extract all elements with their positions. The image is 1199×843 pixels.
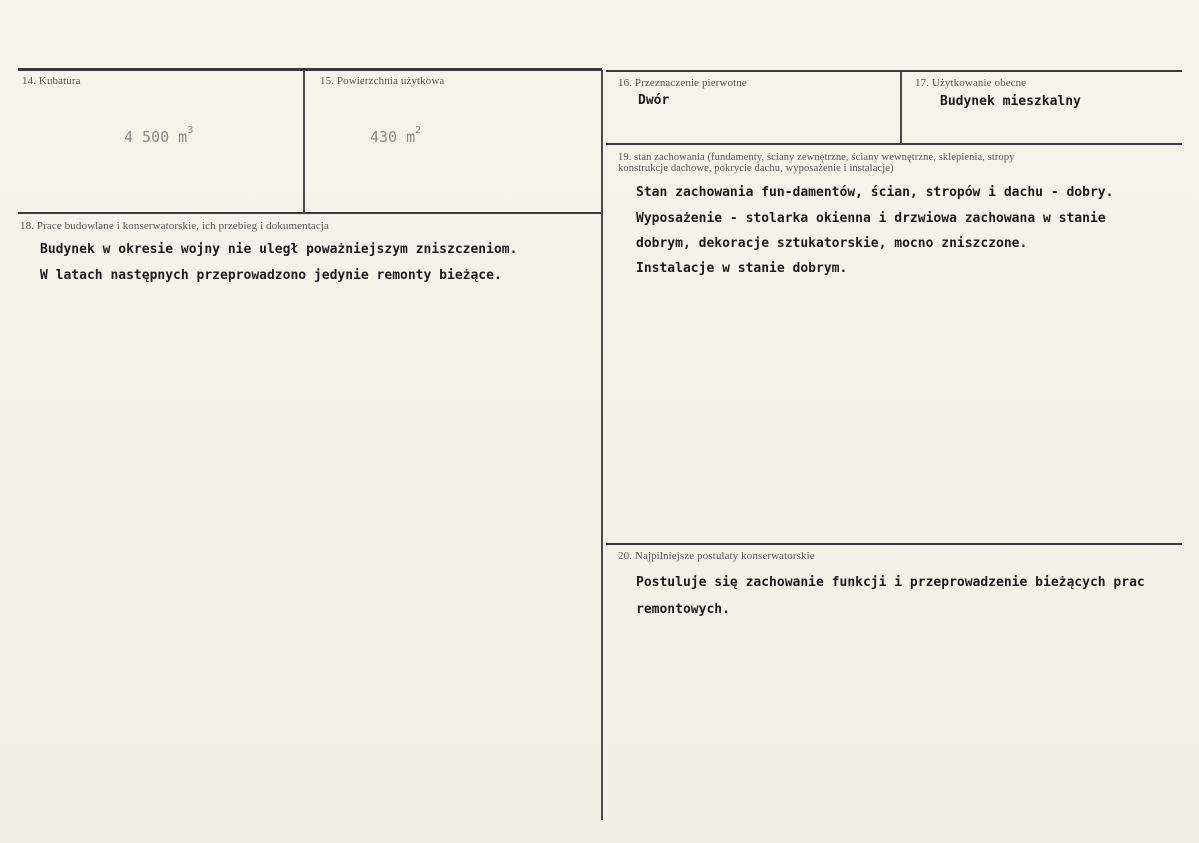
rule-19-bottom (606, 543, 1182, 545)
field-20-line-2: remontowych. (636, 602, 730, 617)
field-19-line-2: Wyposażenie - stolarka okienna i drzwiowa zachowana w stanie (636, 211, 1106, 226)
field-19-line-1: Stan zachowania fun-damentów, ścian, stropów i dachu - dobry. (636, 185, 1114, 200)
field-18-line-1: Budynek w okresie wojny nie uległ poważniejszym zniszczeniom. (40, 242, 518, 257)
field-20-label: 20. Najpilniejsze postulaty konserwatorskie (618, 550, 815, 562)
field-15-value: 430 $m^2$ (370, 125, 422, 146)
field-17-value: Budynek mieszkalny (940, 94, 1081, 109)
top-rule-left (18, 68, 602, 71)
field-19-label-line-2: konstrukcje dachowe, pokrycie dachu, wyposażenie i instalacje) (618, 163, 894, 174)
field-15-label: 15. Powierzchnia użytkowa (320, 75, 445, 87)
field-16-label: 16. Przeznaczenie pierwotne (618, 77, 747, 89)
field-19-line-4: Instalacje w stanie dobrym. (636, 261, 848, 276)
top-rule-right (606, 70, 1182, 72)
field-18-line-2: W latach następnych przeprowadzono jedynie remonty bieżące. (40, 268, 502, 283)
field-18-label: 18. Prace budowlane i konserwatorskie, ich przebieg i dokumentacja (20, 220, 329, 232)
field-17-label: 17. Użytkowanie obecne (915, 77, 1027, 89)
field-19-label-line-1: 19. stan zachowania (fundamenty, ściany zewnętrzne, ściany wewnętrzne, sklepienia, stropy (618, 152, 1015, 163)
rule-16-17-bottom (606, 143, 1182, 145)
rule-14-15-bottom (18, 212, 602, 214)
field-19-line-3: dobrym, dekoracje sztukatorskie, mocno zniszczone. (636, 236, 1028, 251)
field-16-value: Dwór (638, 93, 670, 108)
field-14-value: 4 500 $m^3$ (124, 125, 194, 146)
field-20-line-1: Postuluje się zachowanie funkcji i przeprowadzenie bieżących prac (636, 575, 1145, 590)
vrule-center (601, 70, 603, 820)
vrule-14-15 (303, 70, 305, 213)
field-14-label: 14. Kubatura (22, 75, 81, 87)
vrule-16-17 (900, 72, 902, 144)
